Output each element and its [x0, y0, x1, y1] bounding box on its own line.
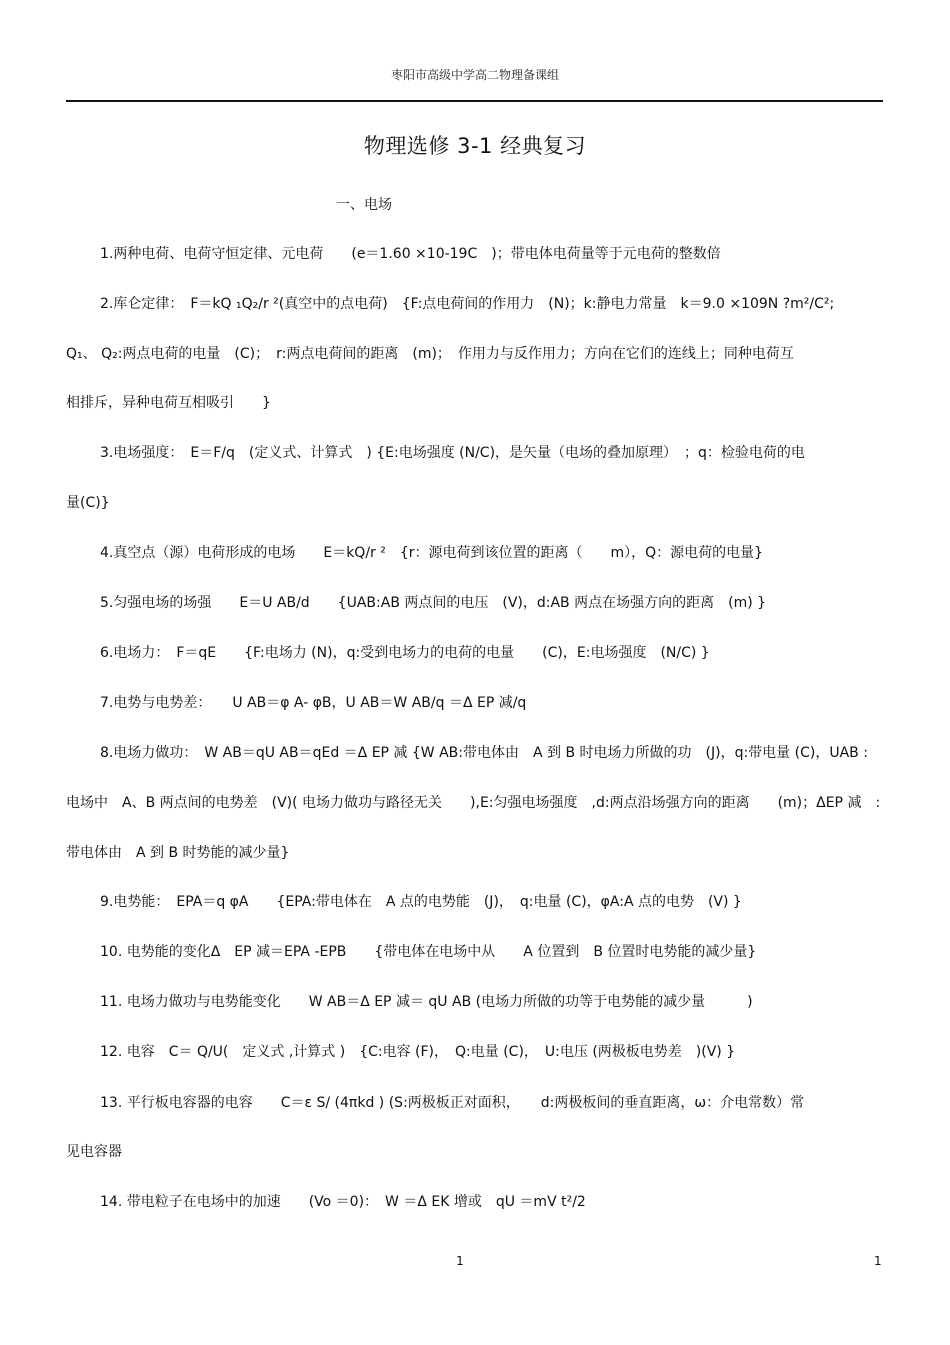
text-line-1: 1.两种电荷、电荷守恒定律、元电荷 (e＝1.60 ×10-19C )；带电体电荷量等于元电荷的整数倍	[100, 246, 721, 262]
section-heading: 一、电场	[336, 197, 392, 213]
page-number-right: 1	[874, 1254, 882, 1268]
page-header: 枣阳市高级中学高二物理备课组	[390, 68, 559, 82]
text-line-10: 10. 电势能的变化Δ EP 减＝EPA -EPB {带电体在电场中从 A 位置到 B 位置时电势能的减少量}	[100, 944, 757, 960]
page-number-center: 1	[456, 1254, 464, 1268]
text-line-14: 14. 带电粒子在电场中的加速 (Vo ＝0)： W ＝Δ EK 增或 qU ＝mV t²/2	[100, 1194, 586, 1210]
text-line-2-cont: Q₁、 Q₂:两点电荷的电量 (C)； r:两点电荷间的距离 (m)； 作用力与反作用力；方向在它们的连线上；同种电荷互	[66, 346, 794, 362]
text-line-2-end: 相排斥，异种电荷互相吸引 }	[66, 395, 271, 411]
text-line-4: 4.真空点（源）电荷形成的电场 E＝kQ/r ² {r：源电荷到该位置的距离（ m），Q：源电荷的电量}	[100, 545, 764, 561]
text-line-6: 6.电场力： F＝qE {F:电场力 (N)，q:受到电场力的电荷的电量 (C)，E:电场强度 (N/C) }	[100, 645, 710, 661]
document-title: 物理选修 3-1 经典复习	[363, 134, 587, 158]
header-divider	[66, 100, 883, 102]
text-line-8-end: 带电体由 A 到 B 时势能的减少量}	[66, 845, 290, 861]
text-line-3-cont: 量(C)}	[66, 495, 110, 511]
text-line-5: 5.匀强电场的场强 E＝U AB/d {UAB:AB 两点间的电压 (V)，d:AB 两点在场强方向的距离 (m) }	[100, 595, 767, 611]
text-line-8: 8.电场力做功： W AB＝qU AB＝qEd ＝Δ EP 减 {W AB:带电体由 A 到 B 时电场力所做的功 (J)，q:带电量 (C)，UAB :	[100, 745, 868, 761]
text-line-11: 11. 电场力做功与电势能变化 W AB＝Δ EP 减＝ qU AB (电场力所做的功等于电势能的减少量 )	[100, 994, 753, 1010]
text-line-13: 13. 平行板电容器的电容 C＝ε S/ (4πkd ) (S:两极板正对面积， d:两极板间的垂直距离，ω：介电常数）常	[100, 1095, 805, 1111]
text-line-12: 12. 电容 C＝ Q/U( 定义式 ,计算式 ) {C:电容 (F)， Q:电量 (C)， U:电压 (两极板电势差 )(V) }	[100, 1044, 736, 1060]
text-line-3: 3.电场强度： E＝F/q (定义式、计算式 ) {E:电场强度 (N/C)，是矢量（电场的叠加原理） ；q：检验电荷的电	[100, 445, 805, 461]
text-line-8-cont: 电场中 A、B 两点间的电势差 (V)( 电场力做功与路径无关 ),E:匀强电场强度 ,d:两点沿场强方向的距离 (m)；ΔEP 减 :	[66, 795, 881, 811]
text-line-7: 7.电势与电势差： U AB＝φ A- φB，U AB＝W AB/q ＝Δ EP 减/q	[100, 695, 527, 711]
text-line-9: 9.电势能： EPA＝q φA {EPA:带电体在 A 点的电势能 (J)， q:电量 (C)，φA:A 点的电势 (V) }	[100, 894, 742, 910]
text-line-2: 2.库仑定律： F＝kQ ₁Q₂/r ²(真空中的点电荷) {F:点电荷间的作用力 (N)；k:静电力常量 k＝9.0 ×109N ?m²/C²;	[100, 296, 835, 312]
text-line-13-cont: 见电容器	[66, 1144, 122, 1160]
